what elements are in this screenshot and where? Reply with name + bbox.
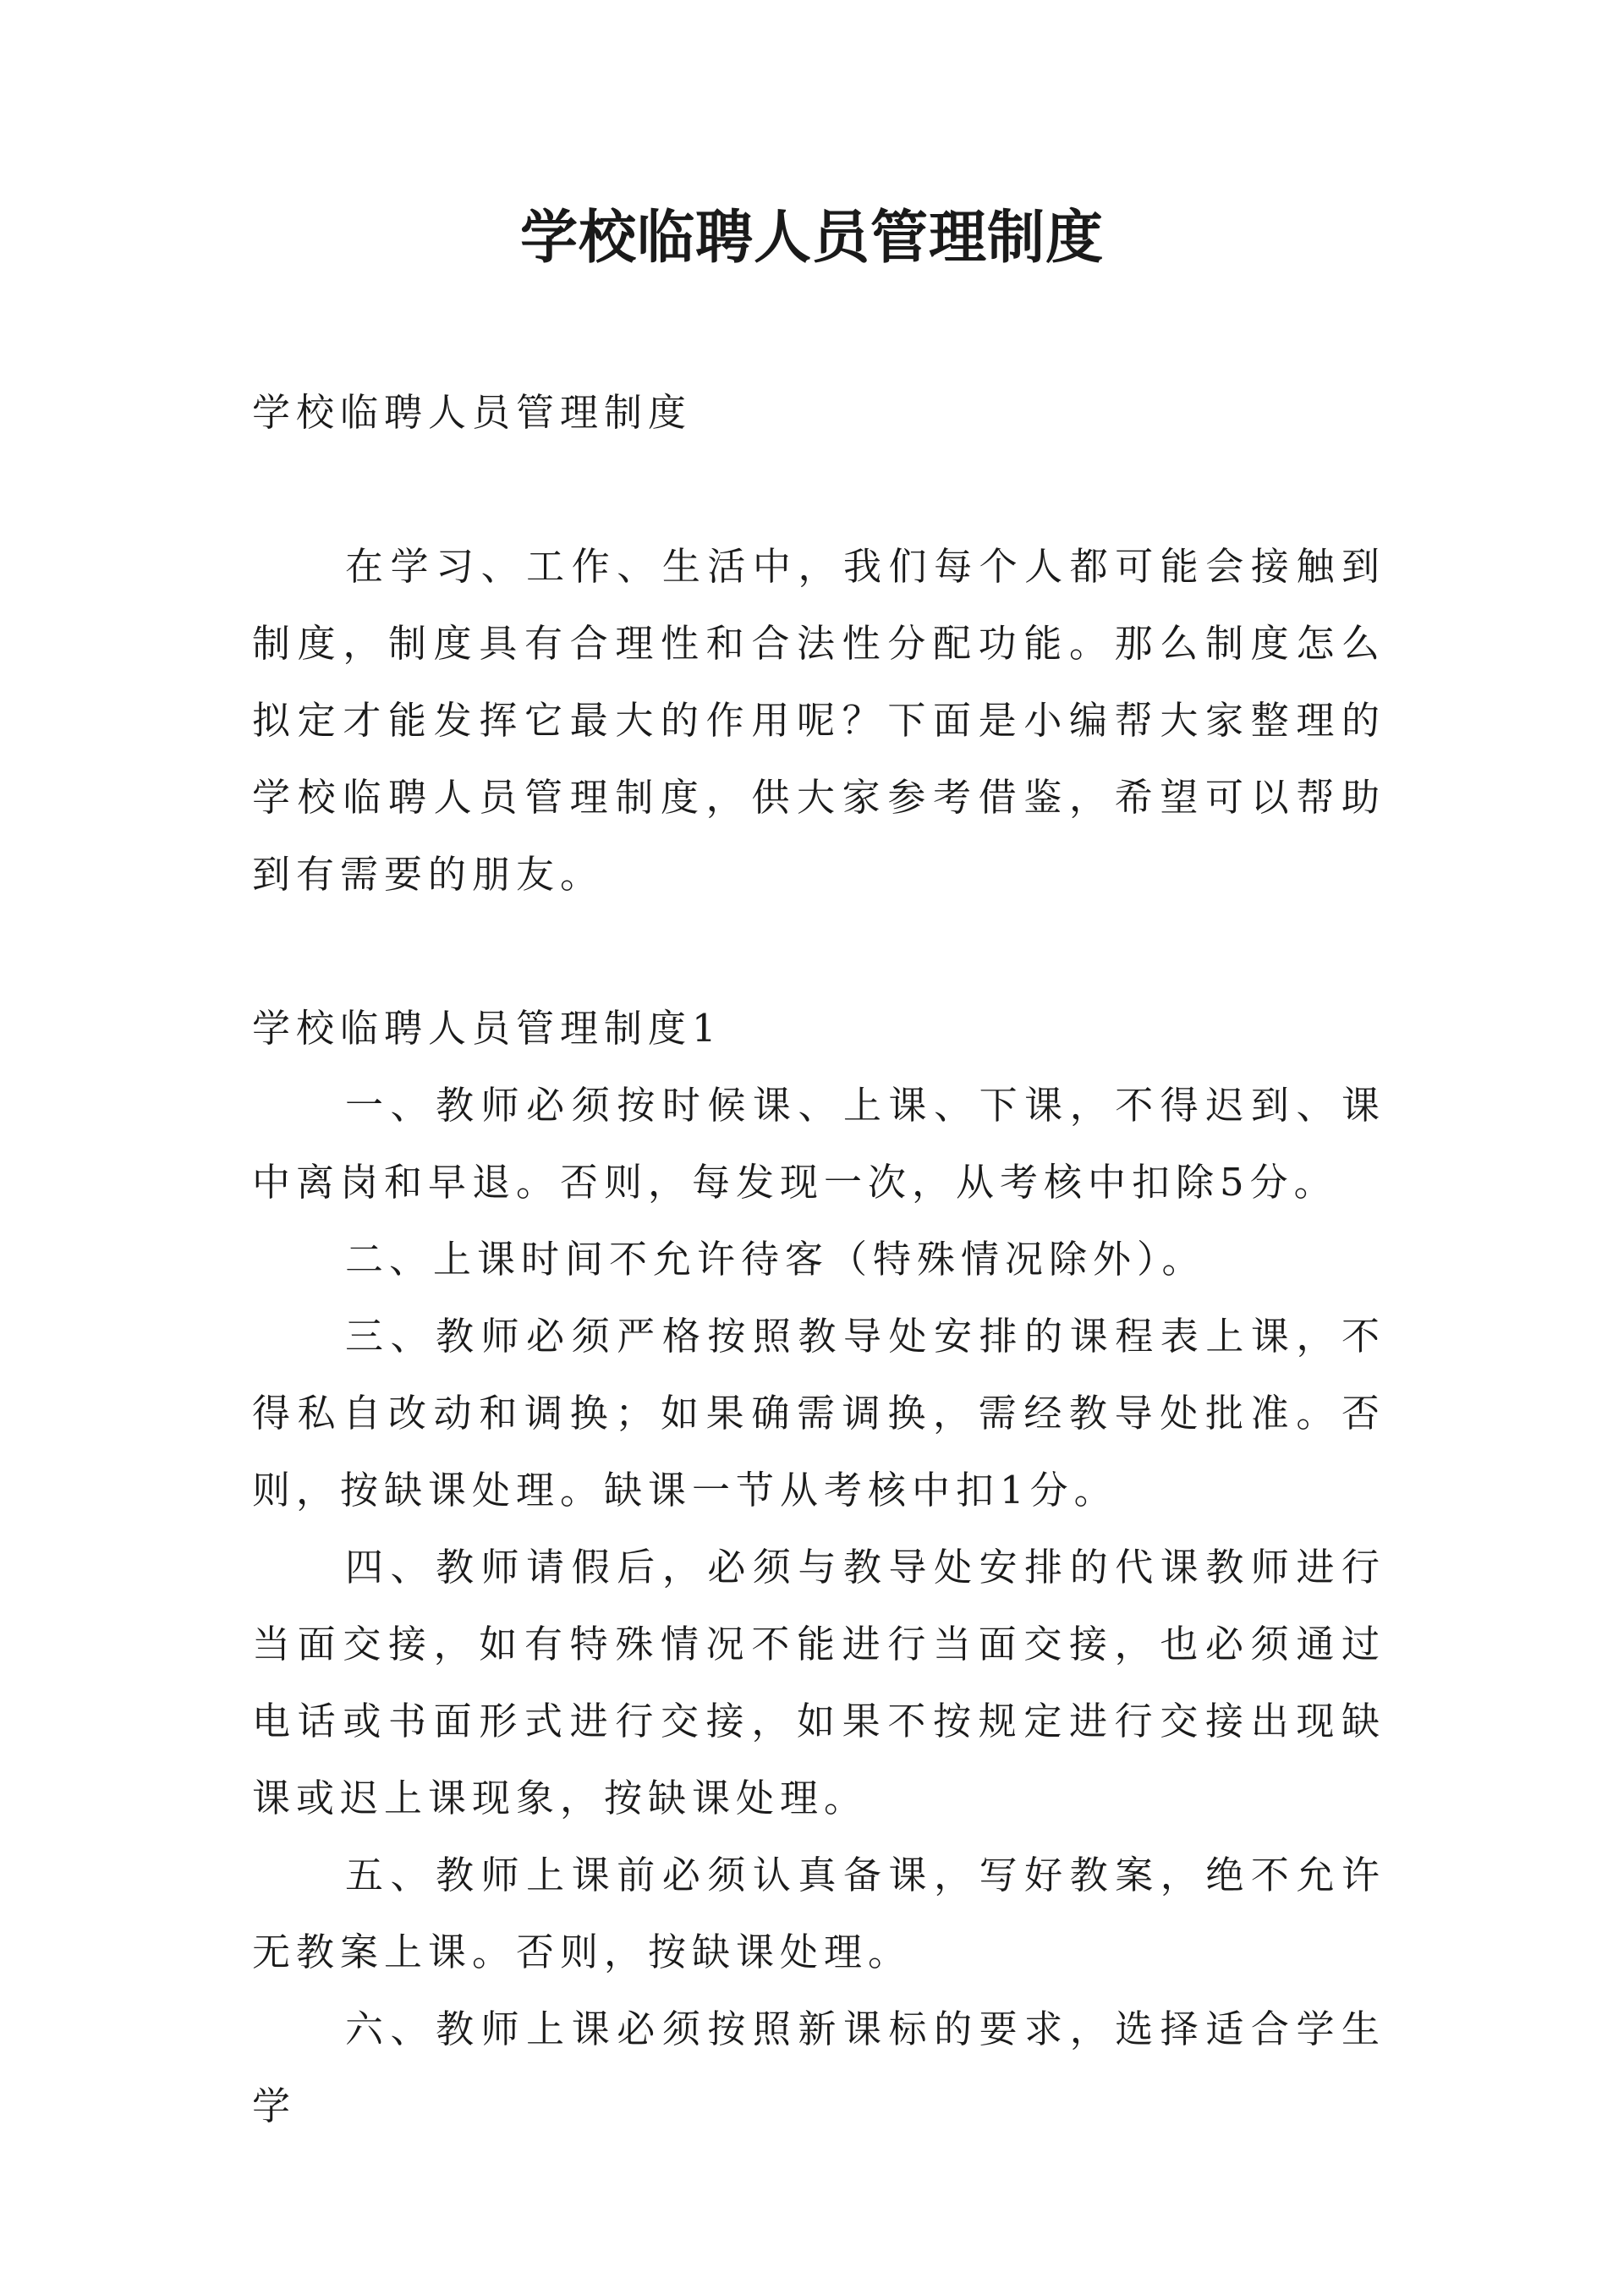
document-subtitle: 学校临聘人员管理制度	[252, 390, 693, 435]
rule-item-3: 三、教师必须严格按照教导处安排的课程表上课，不得私自改动和调换；如果确需调换，需经教导处批准。否则，按缺课处理。缺课一节从考核中扣1分。	[252, 1314, 1385, 1513]
rule-item-4: 四、教师请假后，必须与教导处安排的代课教师进行当面交接，如有特殊情况不能进行当面交接，也必须通过电话或书面形式进行交接，如果不按规定进行交接出现缺课或迟上课现象，按缺课处理。	[252, 1545, 1385, 1820]
rule-item-1: 一、教师必须按时候课、上课、下课，不得迟到、课中离岗和早退。否则，每发现一次，从考核中扣除5分。	[252, 1083, 1385, 1205]
rule-item-2: 二、上课时间不允许待客（特殊情况除外）。	[345, 1237, 1206, 1282]
section-heading: 学校临聘人员管理制度1	[252, 1006, 722, 1051]
intro-paragraph: 在学习、工作、生活中，我们每个人都可能会接触到制度，制度具有合理性和合法性分配功能。那么制度怎么拟定才能发挥它最大的作用呢？下面是小编帮大家整理的学校临聘人员管理制度，供大家参考借鉴，希望可以帮助到有需要的朋友。	[252, 544, 1385, 897]
rule-item-5: 五、教师上课前必须认真备课，写好教案，绝不允许无教案上课。否则，按缺课处理。	[252, 1853, 1385, 1974]
rule-item-6: 六、教师上课必须按照新课标的要求，选择适合学生学	[252, 2007, 1385, 2128]
document-title: 学校临聘人员管理制度	[519, 205, 1104, 272]
